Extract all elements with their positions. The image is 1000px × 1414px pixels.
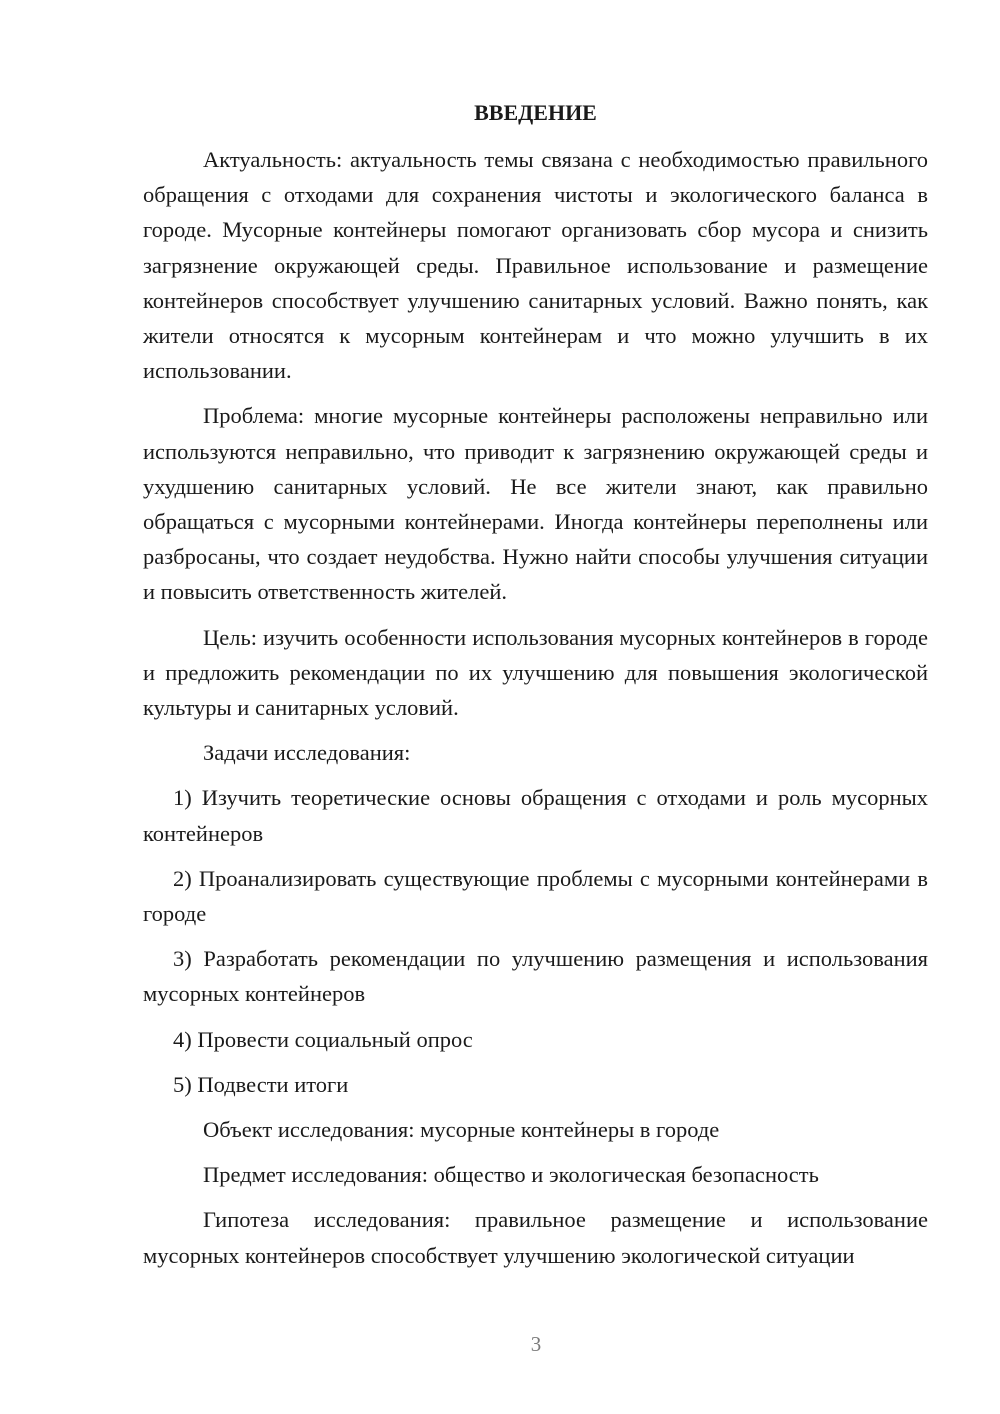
- relevance-paragraph: Актуальность: актуальность темы связана с необходимостью правильного обращения с отходами для сохранения чистоты и экологического баланса в городе. Мусорные контейнеры помогают организовать сбор мусора и снизить загрязнение окружающей среды. Правильное использование и размещение контейнеров способствует улучшению санитарных условий. Важно понять, как жители относятся к мусорным контейнерам и что можно улучшить в их использовании.: [143, 147, 928, 384]
- page-number: 3: [530, 1332, 542, 1356]
- research-hypothesis: Гипотеза исследования: правильное размещение и использование мусорных контейнеров способствует улучшению экологической ситуации: [143, 1207, 928, 1268]
- task-item-4: 4) Провести социальный опрос: [173, 1026, 473, 1052]
- goal-paragraph: Цель: изучить особенности использования мусорных контейнеров в городе и предложить рекомендации по их улучшению для повышения экологической культуры и санитарных условий.: [143, 624, 928, 721]
- document-page: [143, 95, 928, 1283]
- research-object: Объект исследования: мусорные контейнеры в городе: [203, 1117, 720, 1143]
- task-item-1: 1) Изучить теоретические основы обращения с отходами и роль мусорных контейнеров: [143, 785, 928, 846]
- task-item-5: 5) Подвести итоги: [173, 1071, 349, 1097]
- section-heading: ВВЕДЕНИЕ: [474, 100, 597, 125]
- task-item-3: 3) Разработать рекомендации по улучшению размещения и использования мусорных контейнеров: [143, 946, 928, 1007]
- task-item-2: 2) Проанализировать существующие проблемы с мусорными контейнерами в городе: [143, 865, 928, 927]
- research-subject: Предмет исследования: общество и экологическая безопасность: [203, 1162, 819, 1188]
- problem-paragraph: Проблема: многие мусорные контейнеры расположены неправильно или используются неправильно, что приводит к загрязнению окружающей среды и ухудшению санитарных условий. Не все жители знают, как правильно обращаться с мусорными контейнерами. Иногда контейнеры переполнены или разбросаны, что создает неудобства. Нужно найти способы улучшения ситуации и повысить ответственность жителей.: [143, 403, 928, 605]
- tasks-title: Задачи исследования:: [203, 740, 411, 766]
